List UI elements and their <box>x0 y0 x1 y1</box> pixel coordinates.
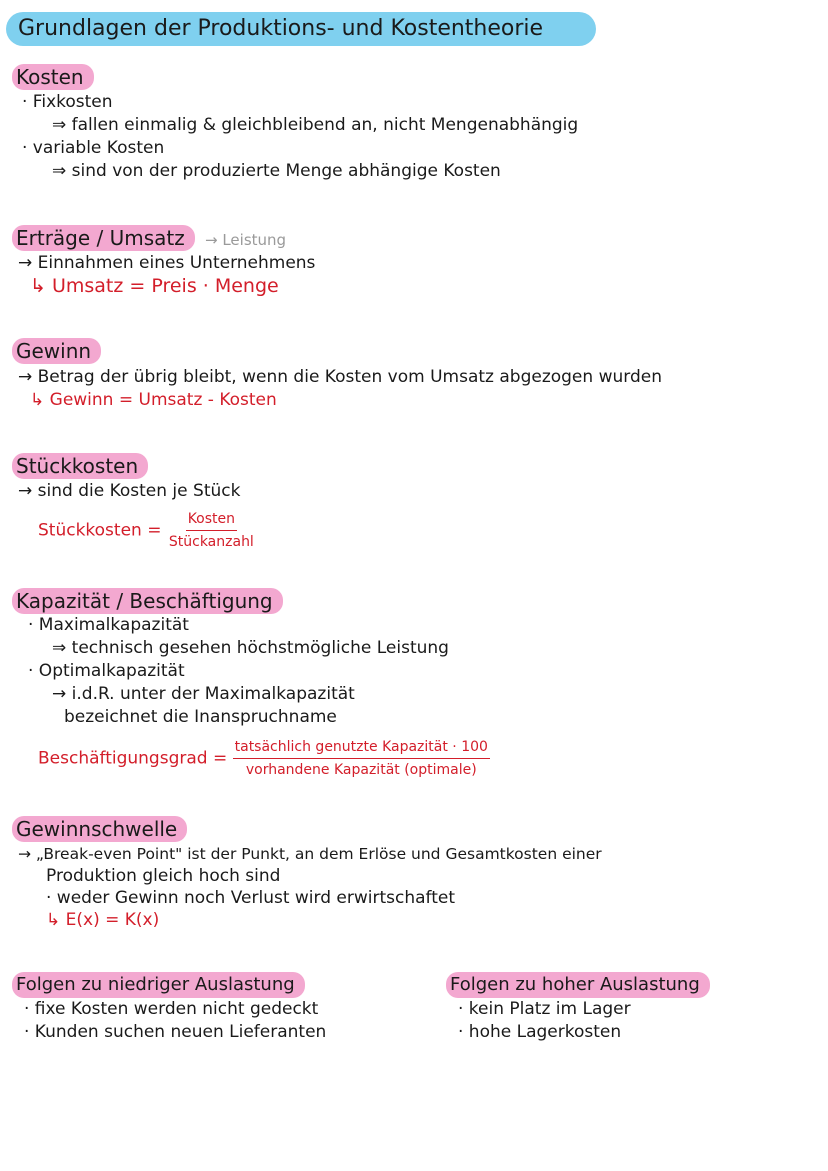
heading-hoch: Folgen zu hoher Auslastung <box>446 972 710 998</box>
section-gewinnschwelle <box>12 816 187 842</box>
heading-ertraege: Erträge / Umsatz <box>12 225 195 251</box>
ertraege-line1: → Einnahmen eines Unternehmens <box>18 253 316 273</box>
heading-gewinn: Gewinn <box>12 338 101 364</box>
niedrig-item2: · Kunden suchen neuen Lieferanten <box>24 1022 327 1042</box>
stueck-formula-lhs: Stückkosten = <box>38 520 162 541</box>
heading-kapazitaet: Kapazität / Beschäftigung <box>12 588 283 614</box>
ertraege-note: → Leistung <box>205 231 287 249</box>
section-hoch <box>446 972 710 998</box>
gewinn-formula: ↳ Gewinn = Umsatz - Kosten <box>30 390 277 410</box>
hoch-item1: · kein Platz im Lager <box>458 999 631 1019</box>
kap-fraction <box>233 736 490 781</box>
stueck-numerator: Kosten <box>186 508 237 531</box>
kap-numerator: tatsächlich genutzte Kapazität · 100 <box>233 736 490 759</box>
niedrig-item1: · fixe Kosten werden nicht gedeckt <box>24 999 319 1019</box>
kap-opt-desc1: → i.d.R. unter der Maximalkapazität <box>52 684 355 704</box>
stueck-denominator: Stückanzahl <box>168 534 254 550</box>
gewinn-line1: → Betrag der übrig bleibt, wenn die Kosten vom Umsatz abgezogen wurden <box>18 367 662 387</box>
kap-max-label: · Maximalkapazität <box>28 615 189 635</box>
stueck-line1: → sind die Kosten je Stück <box>18 481 241 501</box>
section-ertraege <box>12 225 195 251</box>
heading-kosten: Kosten <box>12 64 94 90</box>
kosten-fix-desc: ⇒ fallen einmalig & gleichbleibend an, nicht Mengenabhängig <box>52 115 579 135</box>
section-kapazitaet <box>12 588 283 614</box>
kosten-var-label: · variable Kosten <box>22 138 165 158</box>
kap-opt-label: · Optimalkapazität <box>28 661 185 681</box>
section-stueck <box>12 453 148 479</box>
page-title: Grundlagen der Produktions- und Kostentheorie <box>18 16 544 41</box>
heading-gewinnschwelle: Gewinnschwelle <box>12 816 187 842</box>
kap-max-desc: ⇒ technisch gesehen höchstmögliche Leistung <box>52 638 449 658</box>
gs-line2: Produktion gleich hoch sind <box>46 866 281 886</box>
section-niedrig <box>12 972 305 998</box>
title-banner <box>6 12 596 46</box>
hoch-item2: · hohe Lagerkosten <box>458 1022 622 1042</box>
ertraege-formula: ↳ Umsatz = Preis · Menge <box>30 275 279 297</box>
gs-line1: → „Break-even Point" ist der Punkt, an dem Erlöse und Gesamtkosten einer <box>18 845 602 863</box>
kap-formula-lhs: Beschäftigungsgrad = <box>38 748 228 769</box>
gs-line3: · weder Gewinn noch Verlust wird erwirtschaftet <box>46 888 456 908</box>
kap-opt-desc2: bezeichnet die Inanspruchname <box>64 707 337 727</box>
stueck-formula <box>38 508 256 553</box>
heading-stueck: Stückkosten <box>12 453 148 479</box>
kap-formula <box>38 736 490 781</box>
heading-niedrig: Folgen zu niedriger Auslastung <box>12 972 305 998</box>
section-gewinn <box>12 338 101 364</box>
gs-formula: ↳ E(x) = K(x) <box>46 910 160 930</box>
kosten-var-desc: ⇒ sind von der produzierte Menge abhängige Kosten <box>52 161 501 181</box>
kap-denominator: vorhandene Kapazität (optimale) <box>245 762 477 778</box>
kosten-fix-label: · Fixkosten <box>22 92 113 112</box>
stueck-fraction <box>167 508 256 553</box>
section-kosten <box>12 64 94 90</box>
